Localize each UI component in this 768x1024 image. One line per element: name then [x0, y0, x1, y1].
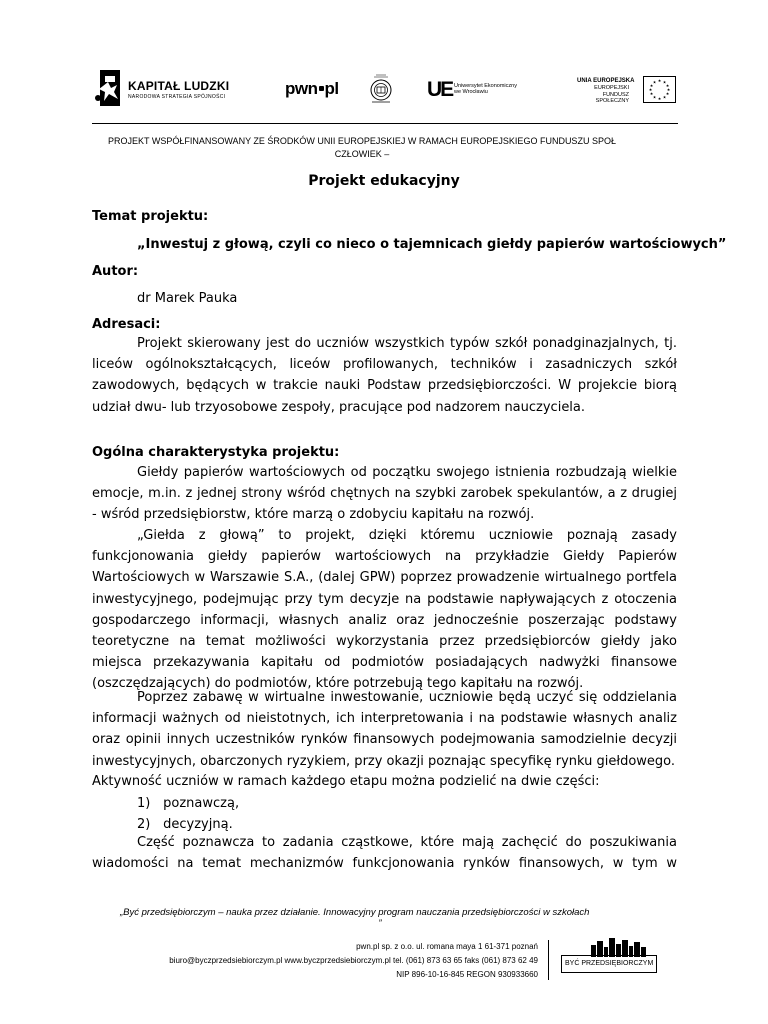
svg-text:★: ★ [649, 91, 654, 96]
author-name: dr Marek Pauka [137, 291, 238, 306]
recipients-label: Adresaci: [92, 317, 161, 332]
characteristics-paragraph-3: Poprzez zabawę w wirtualne inwestowanie, uczniowie będą uczyć się oddzielania informacji ważnych od nieistotnych, ich interpretowania i na podstawie własnych analiz oraz opinii innych uczestników rynków finansowych podejmowania samodzielnie decyzji inwestycyjnych, obarczonych ryzykiem, przy okazji poznając specyfikę rynku giełdowego. [92, 690, 677, 769]
eu-logo-sub [572, 85, 629, 105]
ue-logo-mark: UE [427, 78, 453, 101]
recipients-paragraph: Projekt skierowany jest do uczniów wszystkich typów szkół ponadginazjalnych, tj. liceów ogólnokształcących, liceów profilowanych, techników i zasadniczych szkół zawodowych, będących w trakcie nauki Podstaw przedsiębiorczości. W projekcie biorą udział dwu- lub trzyosobowe zespoły, pracujące pod nadzorem nauczyciela. [92, 336, 677, 415]
author-label: Autor: [92, 264, 139, 279]
characteristics-paragraph-1: Giełdy papierów wartościowych od początku swojego istnienia rozbudzają wielkie emocje, m.in. z jednej strony wśród chętnych na szybki zarobek spekulantów, a z drugiej - wśród przedsiębiorstw, które marzą o zdobyciu kapitału na rozwój. [92, 465, 677, 523]
footer-quote-end: ” [378, 918, 382, 929]
cofinancing-note-line2: CZŁOWIEK – [334, 149, 390, 159]
cofinancing-note-line1: PROJEKT WSPÓŁFINANSOWANY ZE ŚRODKÓW UNII EUROPEJSKIEJ W RAMACH EUROPEJSKIEGO FUNDUSZU SPOŁ [108, 136, 616, 146]
header-divider [92, 123, 678, 124]
list-item-text: poznawczą, [163, 796, 240, 811]
svg-text:★: ★ [652, 79, 657, 85]
svg-text:★: ★ [665, 83, 670, 88]
svg-text:★: ★ [652, 94, 657, 100]
ue-logo-text [454, 83, 517, 95]
footer-address-line1: pwn.pl sp. z o.o. ul. romana maya 1 61-371 poznań [356, 942, 538, 951]
footer-address-line2: biuro@byczprzedsiebiorczym.pl www.byczprzedsiebiorczym.pl tel. (061) 873 63 65 faks (061) 873 62 49 [169, 956, 538, 965]
kapital-ludzki-emblem-icon [94, 68, 122, 108]
footer-address-line3: NIP 896-10-16-845 REGON 930933660 [396, 970, 538, 979]
svg-text:★: ★ [648, 87, 653, 92]
kapital-ludzki-title: KAPITAŁ LUDZKI [128, 79, 230, 93]
list-item [137, 817, 233, 832]
university-seal-icon [366, 73, 396, 103]
activity-intro: Aktywność uczniów w ramach każdego etapu można podzielić na dwie części: [92, 774, 600, 789]
list-item-text: decyzyjną. [163, 817, 233, 832]
eu-stars-icon [644, 77, 675, 102]
eu-logo-line1: UNIA EUROPEJSKA [577, 78, 635, 84]
list-item [137, 796, 239, 811]
svg-text:★: ★ [662, 79, 667, 85]
pwn-dot-icon [319, 86, 324, 91]
ue-wroclaw-logo [427, 78, 527, 104]
svg-text:★: ★ [657, 78, 662, 83]
list-item-number: 2) [137, 817, 151, 832]
document-title: Projekt edukacyjny [308, 173, 460, 189]
topic-label: Temat projektu: [92, 209, 209, 224]
ue-logo-line1: Uniwersytet Ekonomiczny [454, 83, 517, 89]
svg-text:★: ★ [657, 96, 662, 101]
characteristics-label: Ogólna charakterystyka projektu: [92, 445, 340, 460]
city-skyline-icon [561, 935, 657, 957]
ue-logo-line2: we Wrocławiu [454, 89, 488, 95]
pwn-logo-left: pwn [285, 79, 318, 98]
svg-text:★: ★ [649, 83, 654, 88]
pwn-logo-right: pl [324, 79, 339, 98]
kapital-ludzki-subtitle: NARODOWA STRATEGIA SPÓJNOŚCI [128, 94, 226, 100]
byc-przedsiebiorczym-logo [561, 935, 657, 979]
footer-quote-text: „Być przedsiębiorczym – nauka przez działanie. Innowacyjny program nauczania przedsiębiorczości w szkołach [120, 907, 590, 918]
cofinancing-note [92, 135, 632, 161]
eu-flag-icon [643, 76, 676, 103]
topic-title: „Inwestuj z głową, czyli co nieco o tajemnicach giełdy papierów wartościowych” [137, 237, 727, 252]
list-item-number: 1) [137, 796, 151, 811]
eu-logo-line3: FUNDUSZ SPOŁECZNY [595, 91, 629, 104]
characteristics-paragraph-2: „Giełda z głową” to projekt, dzięki któremu uczniowie poznają zasady funkcjonowania giełdy papierów wartościowych na przykładzie Giełdy Papierów Wartościowych w Warszawie S.A., (dalej GPW) poprzez prowadzenie wirtualnego portfela inwestycyjnego, podejmując przy tym decyzje na podstawie napływających z otoczenia gospodarczego informacji, własnych analiz oraz jednocześnie poszerzając podstawy teoretyczne na temat możliwości wykorzystania przez przedsiębiorców giełdy jako miejsca przekazywania kapitału od podmiotów posiadających nadwyżki finansowe (oszczędzających) do podmiotów, które potrzebują tego kapitału na rozwój. [92, 528, 677, 692]
footer-quote [120, 907, 640, 929]
footer-logo-text: BYĆ PRZEDSIĘBIORCZYM [565, 960, 654, 967]
eu-logo-line2: EUROPEJSKI [594, 85, 629, 91]
university-seal-logo [366, 73, 396, 103]
characteristics-paragraph-4: Część poznawcza to zadania cząstkowe, które mają zachęcić do poszukiwania wiadomości na temat mechanizmów funkcjonowania rynków finansowych, w tym w [92, 835, 677, 872]
svg-text:★: ★ [665, 91, 670, 96]
kapital-ludzki-logo [94, 68, 254, 112]
svg-text:★: ★ [666, 87, 671, 92]
footer-address [98, 940, 538, 982]
eu-social-fund-logo [572, 76, 676, 104]
footer-divider [548, 940, 549, 980]
svg-text:★: ★ [662, 94, 667, 100]
pwn-logo [285, 79, 339, 99]
